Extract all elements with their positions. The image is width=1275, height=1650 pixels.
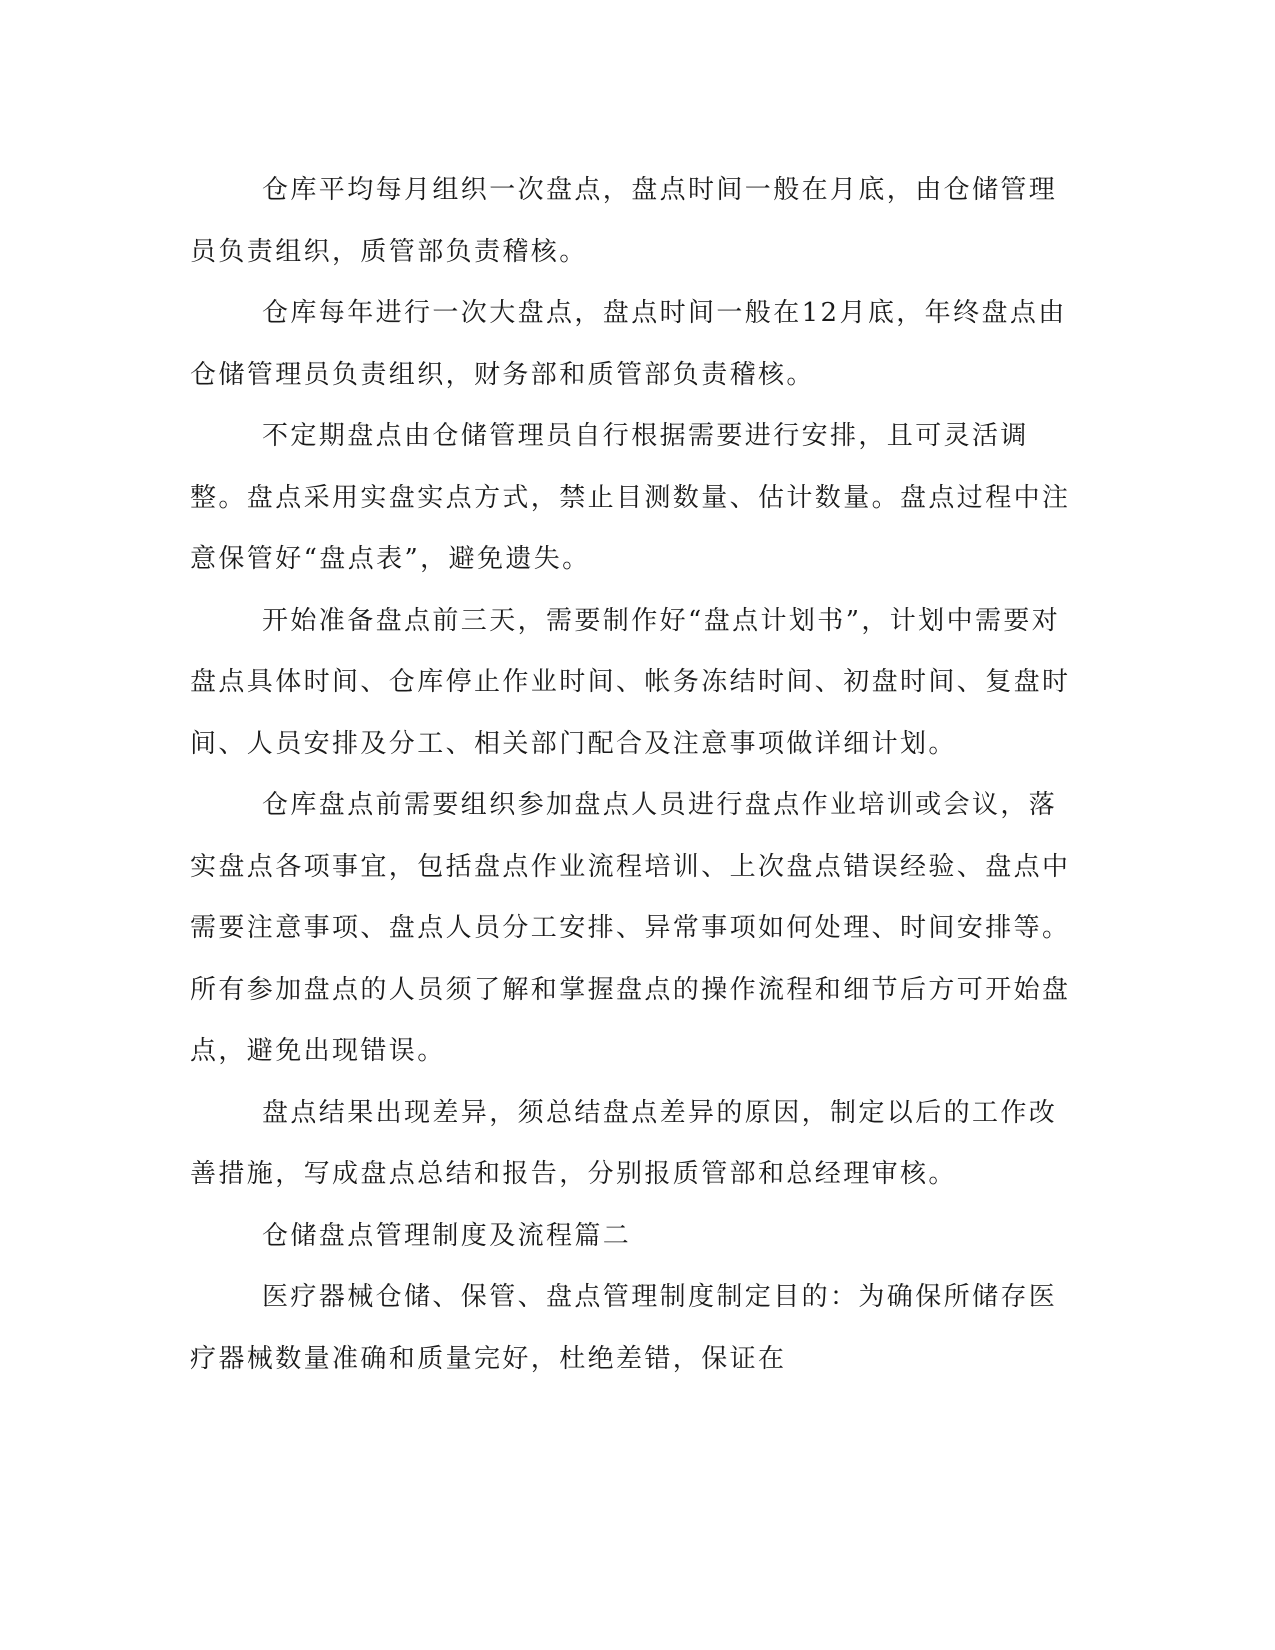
paragraph-irregular-inventory: 不定期盘点由仓储管理员自行根据需要进行安排，且可灵活调整。盘点采用实盘实点方式，禁止目测数量、估计数量。盘点过程中注意保管好“盘点表”，避免遗失。: [190, 421, 1071, 574]
paragraph-annual-inventory: 仓库每年进行一次大盘点，盘点时间一般在12月底，年终盘点由仓储管理员负责组织，财务部和质管部负责稽核。: [190, 298, 1067, 390]
paragraph-monthly-inventory: 仓库平均每月组织一次盘点，盘点时间一般在月底，由仓储管理员负责组织，质管部负责稽核。: [190, 175, 1058, 267]
section-heading: 仓储盘点管理制度及流程篇二: [262, 1220, 632, 1251]
paragraph-inventory-discrepancy: 盘点结果出现差异，须总结盘点差异的原因，制定以后的工作改善措施，写成盘点总结和报告，分别报质管部和总经理审核。: [190, 1097, 1058, 1189]
paragraph-inventory-training: 仓库盘点前需要组织参加盘点人员进行盘点作业培训或会议，落实盘点各项事宜，包括盘点作业流程培训、上次盘点错误经验、盘点中需要注意事项、盘点人员分工安排、异常事项如何处理、时间安排等。所有参加盘点的人员须了解和掌握盘点的操作流程和细节后方可开始盘点，避免出现错误。: [190, 790, 1071, 1066]
paragraph-inventory-plan: 开始准备盘点前三天，需要制作好“盘点计划书”，计划中需要对盘点具体时间、仓库停止作业时间、帐务冻结时间、初盘时间、复盘时间、人员安排及分工、相关部门配合及注意事项做详细计划。: [190, 605, 1071, 759]
paragraph-medical-device-purpose: 医疗器械仓储、保管、盘点管理制度制定目的：为确保所储存医疗器械数量准确和质量完好，杜绝差错，保证在: [190, 1282, 1058, 1374]
document-body: [190, 160, 1080, 1390]
